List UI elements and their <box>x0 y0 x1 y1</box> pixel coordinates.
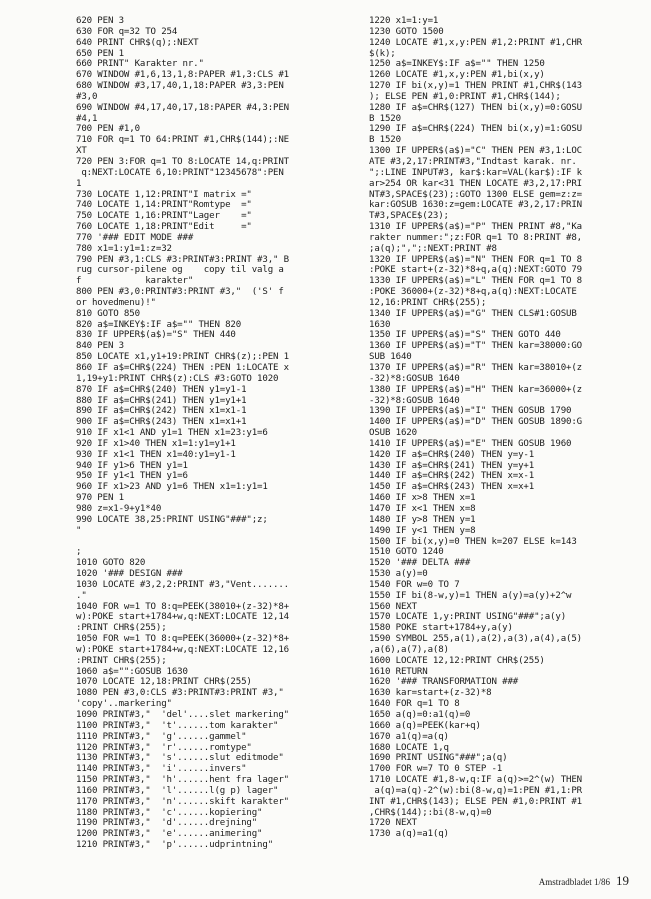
code-line: 690 WINDOW #4,17,40,17,18:PAPER #4,3:PEN <box>76 102 289 113</box>
code-line: 1530 a(y)=0 <box>369 569 428 580</box>
listing-column-left <box>76 16 338 851</box>
code-line: w):POKE start+1784+w,q:NEXT:LOCATE 12,16 <box>76 644 289 655</box>
code-line: 1630 <box>369 319 391 330</box>
page-number: 19 <box>616 873 629 888</box>
code-line: 1410 IF UPPER$(a$)="E" THEN GOSUB 1960 <box>369 438 572 449</box>
code-line: 830 IF UPPER$(a$)="S" THEN 440 <box>76 330 236 341</box>
code-line: -32)*8:GOSUB 1640 <box>369 395 460 406</box>
code-line: 940 IF y1>6 THEN y1=1 <box>76 460 188 471</box>
code-line: 1300 IF UPPER$(a$)="C" THEN PEN #3,1:LOC <box>369 146 582 157</box>
code-line: 820 a$=INKEY$:IF a$="" THEN 820 <box>76 319 242 330</box>
code-line: 890 IF a$=CHR$(242) THEN x1=x1-1 <box>76 406 247 417</box>
code-line: ; <box>76 547 82 558</box>
code-line: 1690 PRINT USING"###";a(q) <box>369 753 508 764</box>
code-line: 1230 GOTO 1500 <box>369 26 444 37</box>
code-line: 1590 SYMBOL 255,a(1),a(2),a(3),a(4),a(5) <box>369 634 582 645</box>
code-line: 1600 LOCATE 12,12:PRINT CHR$(255) <box>369 655 545 666</box>
code-line: ";:LINE INPUT#3, kar$:kar=VAL(kar$):IF k <box>369 167 582 178</box>
code-line: 800 PEN #3,0:PRINT#3:PRINT #3," ('S' f <box>76 287 284 298</box>
code-line: :PRINT CHR$(255); <box>76 655 167 666</box>
code-line: 810 GOTO 850 <box>76 308 140 319</box>
code-line: B 1520 <box>369 113 401 124</box>
code-line: OSUB 1620 <box>369 428 417 439</box>
code-line: 1610 RETURN <box>369 666 428 677</box>
code-line: 1320 IF UPPER$(a$)="N" THEN FOR q=1 TO 8 <box>369 254 582 265</box>
code-line: 1070 LOCATE 12,18:PRINT CHR$(255) <box>76 677 252 688</box>
code-line: 620 PEN 3 <box>76 16 124 26</box>
code-line: ); ELSE PEN #1,0:PRINT #1,CHR$(144); <box>369 91 561 102</box>
code-line: 1460 IF x>8 THEN x=1 <box>369 493 476 504</box>
code-line: :POKE 36000+(z-32)*8+q,a(q):NEXT:LOCATE <box>369 287 577 298</box>
code-line: 1290 IF a$=CHR$(224) THEN bi(x,y)=1:GOSU <box>369 124 582 135</box>
code-line: 700 PEN #1,0 <box>76 124 140 135</box>
code-line: 1480 IF y>8 THEN y=1 <box>369 514 476 525</box>
code-line: 1450 IF a$=CHR$(243) THEN x=x+1 <box>369 482 535 493</box>
code-line: 1080 PEN #3,0:CLS #3:PRINT#3:PRINT #3," <box>76 688 284 699</box>
code-line: 1660 a(q)=PEEK(kar+q) <box>369 720 481 731</box>
code-line: 'copy'..markering" <box>76 699 172 710</box>
code-line: 630 FOR q=32 TO 254 <box>76 26 178 37</box>
code-line: 1160 PRINT#3," 'l'......l(g p) lager" <box>76 785 279 796</box>
code-line: 860 IF a$=CHR$(224) THEN :PEN 1:LOCATE x <box>76 363 289 373</box>
code-line: 910 IF x1<1 AND y1=1 THEN x1=23:y1=6 <box>76 428 268 439</box>
code-line: ." <box>76 590 87 601</box>
code-line: 1400 IF UPPER$(a$)="D" THEN GOSUB 1890:G <box>369 417 582 428</box>
code-line: 680 WINDOW #3,17,40,1,18:PAPER #3,3:PEN <box>76 81 284 92</box>
code-line: 1550 IF bi(8-w,y)=1 THEN a(y)=a(y)+2^w <box>369 590 572 601</box>
code-line: 1650 a(q)=0:a1(q)=0 <box>369 710 471 720</box>
code-line: 12,16:PRINT CHR$(255); <box>369 297 487 308</box>
code-line: " <box>76 525 82 536</box>
code-line: 640 PRINT CHR$(q);:NEXT <box>76 37 199 48</box>
code-line: B 1520 <box>369 135 401 146</box>
code-line: 850 LOCATE x1,y1+19:PRINT CHR$(z);:PEN 1 <box>76 352 289 363</box>
code-line: 1030 LOCATE #3,2,2:PRINT #3,"Vent....... <box>76 579 289 590</box>
code-line: ,CHR$(144);:bi(8-w,q)=0 <box>369 807 492 818</box>
code-line: a(q)=a(q)-2^(w):bi(8-w,q)=1:PEN #1,1:PR <box>369 785 582 796</box>
code-line: 670 WINDOW #1,6,13,1,8:PAPER #1,3:CLS #1 <box>76 70 289 81</box>
code-line: w):POKE start+1784+w,q:NEXT:LOCATE 12,14 <box>76 612 289 623</box>
code-line: 1360 IF UPPER$(a$)="T" THEN kar=38000:GO <box>369 341 582 352</box>
code-line: 970 PEN 1 <box>76 493 124 504</box>
code-line: 1250 a$=INKEY$:IF a$="" THEN 1250 <box>369 59 545 70</box>
code-line: f karakter" <box>76 276 194 287</box>
code-line: 1140 PRINT#3," 'i'......invers" <box>76 764 247 775</box>
code-line: INT #1,CHR$(143); ELSE PEN #1,0:PRINT #1 <box>369 796 582 807</box>
code-line: 1430 IF a$=CHR$(241) THEN y=y+1 <box>369 460 535 471</box>
code-line: $(k); <box>369 48 396 59</box>
code-line: 1630 kar=start+(z-32)*8 <box>369 688 492 699</box>
code-line <box>76 537 338 548</box>
code-line: 900 IF a$=CHR$(243) THEN x1=x1+1 <box>76 417 247 428</box>
page-footer <box>539 873 629 889</box>
code-line: 660 PRINT" Karakter nr." <box>76 59 204 70</box>
code-line: 1 <box>76 178 82 189</box>
code-line: T#3,SPACE$(23); <box>369 211 449 222</box>
code-line: 1190 PRINT#3," 'd'......drejning" <box>76 818 258 829</box>
code-line: 1260 LOCATE #1,x,y:PEN #1,bi(x,y) <box>369 70 545 81</box>
code-line: 1720 NEXT <box>369 818 417 829</box>
code-line: SUB 1640 <box>369 352 412 363</box>
code-line: 1490 IF y<1 THEN y=8 <box>369 525 476 536</box>
code-line: 1710 LOCATE #1,8-w,q:IF a(q)>=2^(w) THEN <box>369 775 582 786</box>
code-line: 1340 IF UPPER$(a$)="G" THEN CLS#1:GOSUB <box>369 308 577 319</box>
code-line: 1200 PRINT#3," 'e'......animering" <box>76 829 263 840</box>
code-line: ar>254 OR kar<31 THEN LOCATE #3,2,17:PRI <box>369 178 582 189</box>
code-line: :POKE start+(z-32)*8+q,a(q):NEXT:GOTO 79 <box>369 265 582 276</box>
code-line: 840 PEN 3 <box>76 341 124 352</box>
code-line: 1150 PRINT#3," 'h'......hent fra lager" <box>76 775 289 786</box>
code-line: 770 '### EDIT MODE ### <box>76 232 194 243</box>
code-line: 980 z=x1-9+y1*40 <box>76 503 162 514</box>
code-line: or hovedmenu)!" <box>76 297 156 308</box>
code-line: 1350 IF UPPER$(a$)="S" THEN GOTO 440 <box>369 330 561 341</box>
code-line: q:NEXT:LOCATE 6,10:PRINT"12345678":PEN <box>76 167 284 178</box>
code-line: 920 IF x1>40 THEN x1=1:y1=y1+1 <box>76 438 236 449</box>
code-line: 730 LOCATE 1,12:PRINT"I matrix =" <box>76 189 252 200</box>
code-line: 1270 IF bi(x,y)=1 THEN PRINT #1,CHR$(143 <box>369 81 582 92</box>
code-line: rug cursor-pilene og copy til valg a <box>76 265 284 276</box>
code-line: 1570 LOCATE 1,y:PRINT USING"###";a(y) <box>369 612 567 623</box>
code-line: 1050 FOR w=1 TO 8:q=PEEK(36000+(z-32)*8+ <box>76 634 289 645</box>
code-line: -32)*8:GOSUB 1640 <box>369 373 460 384</box>
code-line: XT <box>76 146 87 157</box>
code-line: 1330 IF UPPER$(a$)="L" THEN FOR q=1 TO 8 <box>369 276 582 287</box>
code-line: 1040 FOR w=1 TO 8:q=PEEK(38010+(z-32)*8+ <box>76 601 289 612</box>
code-line: 1110 PRINT#3," 'g'......gammel" <box>76 731 247 742</box>
code-line: #4,1 <box>76 113 98 124</box>
code-line: 1420 IF a$=CHR$(240) THEN y=y-1 <box>369 449 535 460</box>
code-line: 1380 IF UPPER$(a$)="H" THEN kar=36000+(z <box>369 384 582 395</box>
code-line: 1390 IF UPPER$(a$)="I" THEN GOSUB 1790 <box>369 406 572 417</box>
code-line: 720 PEN 3:FOR q=1 TO 8:LOCATE 14,q:PRINT <box>76 156 289 167</box>
code-line: 710 FOR q=1 TO 64:PRINT #1,CHR$(144);:NE <box>76 135 289 146</box>
code-line: 930 IF x1<1 THEN x1=40:y1=y1-1 <box>76 449 236 460</box>
code-line: 1180 PRINT#3," 'c'......kopiering" <box>76 807 263 818</box>
code-line: 1060 a$="":GOSUB 1630 <box>76 666 188 677</box>
code-line: 1470 IF x<1 THEN x=8 <box>369 503 476 514</box>
code-line: 1700 FOR w=7 TO 0 STEP -1 <box>369 764 503 775</box>
code-line: 1500 IF bi(x,y)=0 THEN k=207 ELSE k=143 <box>369 536 577 547</box>
code-line: #3,0 <box>76 91 98 102</box>
code-line: 1310 IF UPPER$(a$)="P" THEN PRINT #8,"Ka <box>369 222 582 233</box>
code-line: 1540 FOR w=0 TO 7 <box>369 579 460 590</box>
source-label: Amstradbladet 1/86 <box>538 877 610 887</box>
code-line: 1620 '### TRANSFORMATION ### <box>369 677 519 688</box>
code-line: 780 x1=1:y1=1:z=32 <box>76 243 172 254</box>
code-line: 1220 x1=1:y=1 <box>369 16 439 26</box>
code-line: 1280 IF a$=CHR$(127) THEN bi(x,y)=0:GOSU <box>369 102 582 113</box>
code-line: :PRINT CHR$(255); <box>76 623 167 634</box>
code-line: 1020 '### DESIGN ### <box>76 569 183 580</box>
code-line: 1580 POKE start+1784+y,a(y) <box>369 623 513 634</box>
code-line: 1010 GOTO 820 <box>76 558 146 569</box>
code-line: 750 LOCATE 1,16:PRINT"Lager =" <box>76 211 252 222</box>
code-line: NT#3,SPACE$(23);:GOTO 1300 ELSE gem=z:z= <box>369 189 582 200</box>
listing-column-right <box>369 16 633 840</box>
code-line: 1370 IF UPPER$(a$)="R" THEN kar=38010+(z <box>369 363 582 373</box>
code-line: 1520 '### DELTA ### <box>369 558 471 569</box>
code-line: 1130 PRINT#3," 's'......slut editmode" <box>76 753 284 764</box>
code-line: 790 PEN #3,1:CLS #3:PRINT#3:PRINT #3," B <box>76 254 289 265</box>
code-line: 1090 PRINT#3," 'del'....slet markering" <box>76 710 289 720</box>
code-line: 1510 GOTO 1240 <box>369 547 444 558</box>
code-line: 760 LOCATE 1,18:PRINT"Edit =" <box>76 222 252 233</box>
code-line: 990 LOCATE 38,25:PRINT USING"###";z; <box>76 514 268 525</box>
code-line: 1100 PRINT#3," 't'......tom karakter" <box>76 720 279 731</box>
code-line: 1670 a1(q)=a(q) <box>369 731 449 742</box>
code-line: 1240 LOCATE #1,x,y:PEN #1,2:PRINT #1,CHR <box>369 37 582 48</box>
code-line: rakter nummer:";z:FOR q=1 TO 8:PRINT #8, <box>369 232 582 243</box>
code-line: 1120 PRINT#3," 'r'......romtype" <box>76 742 252 753</box>
code-line: kar:GOSUB 1630:z=gem:LOCATE #3,2,17:PRIN <box>369 200 582 211</box>
code-line: 740 LOCATE 1,14:PRINT"Romtype =" <box>76 200 252 211</box>
code-line: 950 IF y1<1 THEN y1=6 <box>76 471 188 482</box>
code-line: ;a(q);",";:NEXT:PRINT #8 <box>369 243 497 254</box>
code-line: 1560 NEXT <box>369 601 417 612</box>
code-line: 1,19+y1:PRINT CHR$(z):CLS #3:GOTO 1020 <box>76 373 279 384</box>
code-line: 1680 LOCATE 1,q <box>369 742 449 753</box>
code-line: 1170 PRINT#3," 'n'......skift karakter" <box>76 796 289 807</box>
code-line: 1640 FOR q=1 TO 8 <box>369 699 460 710</box>
code-line: 960 IF x1>23 AND y1=6 THEN x1=1:y1=1 <box>76 482 268 493</box>
code-line: 1440 IF a$=CHR$(242) THEN x=x-1 <box>369 471 535 482</box>
code-line: ,a(6),a(7),a(8) <box>369 644 449 655</box>
code-line: 1210 PRINT#3," 'p'......udprintning" <box>76 840 274 851</box>
code-line: 650 PEN 1 <box>76 48 124 59</box>
code-line: 870 IF a$=CHR$(240) THEN y1=y1-1 <box>76 384 247 395</box>
code-line: ATE #3,2,17:PRINT#3,"Indtast karak. nr. <box>369 156 577 167</box>
code-line: 880 IF a$=CHR$(241) THEN y1=y1+1 <box>76 395 247 406</box>
code-line: 1730 a(q)=a1(q) <box>369 829 449 840</box>
